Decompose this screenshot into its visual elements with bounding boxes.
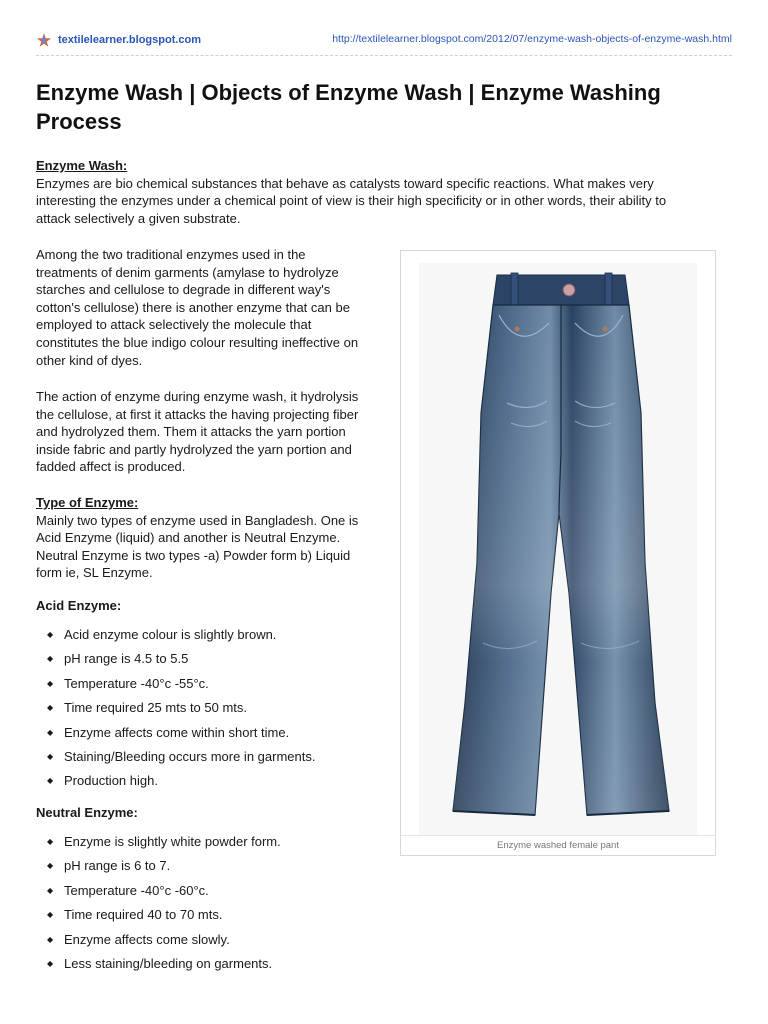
neutral-enzyme-list	[46, 830, 281, 976]
article-title: Enzyme Wash | Objects of Enzyme Wash | Enzyme Washing Process	[36, 80, 661, 134]
site-name: textilelearner.blogspot.com	[58, 34, 202, 46]
list-item: ◆ Acid enzyme colour is slightly brown.	[46, 623, 315, 647]
text-line: attack selectively a given substrate.	[36, 210, 241, 226]
bullet-diamond-icon: ◆	[47, 776, 54, 786]
bullet-diamond-icon: ◆	[47, 703, 54, 713]
text-line: form ie, SL Enzyme.	[36, 565, 153, 581]
list-item: ◆ Temperature -40°c -60°c.	[46, 879, 281, 903]
bullet-diamond-icon: ◆	[47, 837, 54, 846]
neutral-enzyme-heading: Neutral Enzyme:	[36, 805, 138, 820]
page-header	[36, 30, 732, 54]
section-heading: Enzyme Wash:	[36, 158, 128, 173]
bullet-diamond-icon: ◆	[47, 959, 54, 969]
text-line: Mainly two types of enzyme used in Bangladesh. One is	[36, 512, 359, 528]
list-item: ◆ Temperature -40°c -55°c.	[46, 672, 315, 696]
paragraph-enzyme-action	[36, 388, 396, 476]
bullet-diamond-icon: ◆	[47, 885, 54, 895]
text-line: cotton's cellulose) there is another enzyme that can be	[36, 299, 350, 315]
bullet-diamond-icon: ◆	[47, 727, 54, 737]
bullet-diamond-icon: ◆	[47, 934, 54, 944]
jeans-image	[419, 263, 697, 835]
text-line: inside fabric and partly hydrolyzed the yarn portion and	[36, 441, 352, 457]
list-item: ◆ Less staining/bleeding on garments.	[46, 952, 281, 976]
text-line: employed to attack selectively the molecule that	[36, 317, 312, 333]
header-divider	[36, 55, 732, 56]
site-link[interactable]	[36, 32, 201, 48]
bullet-diamond-icon: ◆	[47, 630, 54, 639]
bullet-diamond-icon: ◆	[47, 910, 54, 920]
acid-enzyme-list	[46, 623, 315, 794]
list-item: ◆ Time required 40 to 70 mts.	[46, 903, 281, 927]
source-url-link[interactable]: http://textilelearner.blogspot.com/2012/07/enzyme-wash-objects-of-enzyme-wash.html	[332, 33, 732, 45]
text-line: interesting the enzymes under a chemical point of view is their high specificity or in other words, their ability to	[36, 193, 667, 209]
jeans-illustration	[419, 263, 697, 835]
paragraph-traditional-enzymes	[36, 246, 396, 369]
bullet-diamond-icon: ◆	[47, 752, 54, 762]
section-enzyme-wash	[36, 157, 736, 227]
blogger-star-icon	[36, 32, 52, 48]
list-item: ◆ Time required 25 mts to 50 mts.	[46, 696, 315, 720]
text-line: Among the two traditional enzymes used in the	[36, 247, 306, 262]
text-line: fadded affect is produced.	[36, 459, 186, 475]
bullet-diamond-icon: ◆	[47, 861, 54, 871]
text-line: the cellulose, at first it attacks the having projecting fiber	[36, 406, 359, 422]
bullet-diamond-icon: ◆	[47, 654, 54, 664]
section-type-of-enzyme	[36, 494, 396, 582]
list-item: ◆ Enzyme is slightly white powder form.	[46, 830, 281, 854]
section-heading: Type of Enzyme:	[36, 495, 139, 510]
text-line: constitutes the blue indigo colour resulting ineffective on	[36, 334, 359, 350]
list-item: ◆ Staining/Bleeding occurs more in garments.	[46, 745, 315, 769]
bullet-diamond-icon: ◆	[47, 678, 54, 688]
text-line: other kind of dyes.	[36, 352, 143, 368]
text-line: Enzymes are bio chemical substances that behave as catalysts toward specific reactions. What makes very	[36, 175, 654, 191]
text-line: The action of enzyme during enzyme wash, it hydrolysis	[36, 389, 359, 404]
list-item: ◆ Enzyme affects come within short time.	[46, 721, 315, 745]
text-line: treatments of denim garments (amylase to hydrolyze	[36, 264, 339, 280]
text-line: Acid Enzyme (liquid) and another is Neutral Enzyme.	[36, 530, 341, 546]
list-item: ◆ Production high.	[46, 769, 315, 793]
text-line: Neutral Enzyme is two types -a) Powder form b) Liquid	[36, 547, 351, 563]
figure-caption: Enzyme washed female pant	[401, 835, 715, 856]
list-item: ◆ Enzyme affects come slowly.	[46, 928, 281, 952]
list-item: ◆ pH range is 6 to 7.	[46, 854, 281, 878]
text-line: and hydrolyzed them. Them it attacks the yarn portion	[36, 424, 346, 440]
text-line: starches and cellulose to degrade in different way's	[36, 282, 331, 298]
jeans-figure	[400, 250, 716, 856]
acid-enzyme-heading: Acid Enzyme:	[36, 598, 122, 613]
list-item: ◆ pH range is 4.5 to 5.5	[46, 647, 315, 671]
